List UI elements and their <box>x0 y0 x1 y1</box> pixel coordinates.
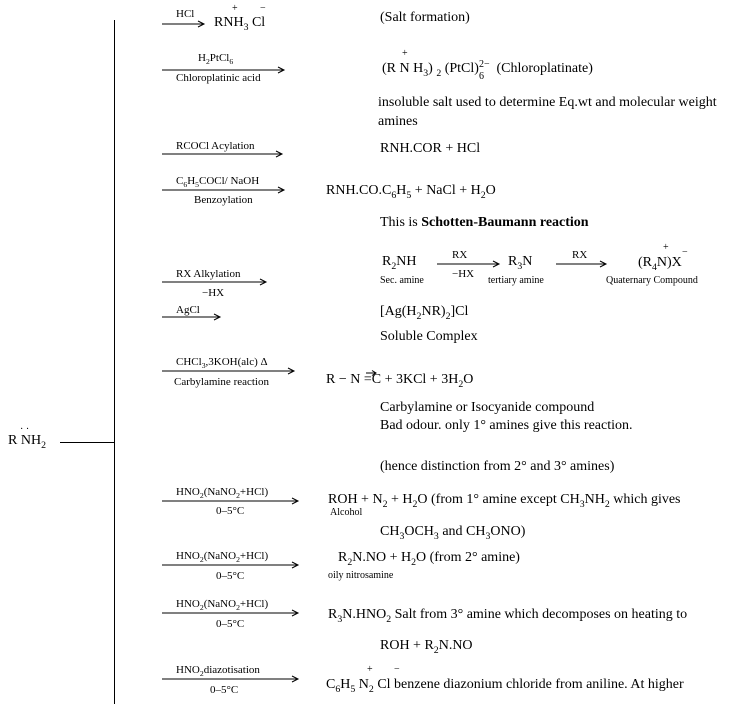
bz-r-a: C <box>176 175 184 187</box>
chloroplatinate-desc1: insoluble salt used to determine Eq.wt and molecular weight <box>378 95 717 110</box>
reactant-formula: R N <box>8 433 31 448</box>
quaternary-label: Quaternary Compound <box>606 275 698 286</box>
n2-r-b: (NaNO <box>203 550 237 562</box>
dz-p1: C <box>326 677 336 692</box>
nitrous3-condition: 0–5°C <box>216 618 245 630</box>
n2-p1: R <box>338 550 348 565</box>
salt-plus: + <box>232 3 238 14</box>
ag-p2: NR) <box>421 304 446 319</box>
alkylation-arrow1-label: RX <box>452 249 468 261</box>
nitrosamine-label: oily nitrosamine <box>328 570 394 581</box>
salt-arrow <box>162 20 207 28</box>
n3-p1: R <box>328 607 338 622</box>
salt-product-text: RNH <box>214 15 244 30</box>
benzoylation-product <box>326 183 496 199</box>
n3-r-c: +HCl) <box>239 598 269 610</box>
reactant-sub: 2 <box>41 439 46 451</box>
n1-l2-c: and CH <box>438 524 486 539</box>
nitrous1-line2 <box>380 524 525 540</box>
quaternary-formula <box>638 242 688 273</box>
n2-p2-s: 2 <box>411 556 416 568</box>
bz-r-s2: 5 <box>195 180 199 190</box>
n2-p2: N.NO + H <box>352 550 412 565</box>
cp-p1-sub: 3 <box>423 67 429 79</box>
branch-trunk-line <box>114 20 115 704</box>
carbylamine-product <box>326 372 473 388</box>
bz-p1-s: 6 <box>391 189 397 201</box>
dz-p2: H <box>340 677 351 692</box>
reactant-amine <box>8 424 46 451</box>
nitrous2-condition: 0–5°C <box>216 570 245 582</box>
cp-p3-sub: 6 <box>478 71 484 82</box>
salt-product-tail: Cl <box>248 15 266 30</box>
alkylation-arrow1 <box>437 260 503 268</box>
n1-p4: NH <box>584 492 605 507</box>
ag-p3: ]Cl <box>450 304 469 319</box>
cb-p2-s: 2 <box>458 378 464 390</box>
reactant-connector-line <box>60 442 115 443</box>
bz-p3-s: 2 <box>480 189 486 201</box>
nitrous1-product <box>328 492 681 508</box>
diazotisation-condition: 0–5°C <box>210 684 239 696</box>
dz-p2-s: 5 <box>350 683 356 695</box>
acylation-reagent: RCOCl Acylation <box>176 140 255 152</box>
n2-r-a: HNO <box>176 550 200 562</box>
alkylation-label: −HX <box>202 287 225 299</box>
n1-p5: which gives <box>609 492 681 507</box>
dz-p3-s: 2 <box>368 683 374 695</box>
n1-r-c: +HCl) <box>239 486 269 498</box>
reactant-h: H <box>30 433 42 448</box>
isocyanide-bond-arrow <box>366 370 378 376</box>
bz-r-b: H <box>187 175 196 187</box>
chloroplatinate-desc2: amines <box>378 114 418 129</box>
bz-p3: + NaCl + H <box>411 183 481 198</box>
bz-r-s1: 6 <box>183 180 188 190</box>
n3-r-s: 2 <box>199 603 204 613</box>
bz-p2-s: 5 <box>406 189 412 201</box>
alk-r3: (R <box>638 255 652 270</box>
cp-p3-sup: 2− <box>478 59 490 70</box>
n2-p1-s: 2 <box>347 556 353 568</box>
benzoylation-desc <box>380 215 589 231</box>
nitrous3-line2 <box>380 638 473 654</box>
cb-p2: =C + 3KCl + 3H <box>363 372 459 387</box>
benzoylation-label: Benzoylation <box>194 194 253 206</box>
diazotisation-arrow <box>162 675 302 683</box>
dz-r-a: HNO <box>176 664 200 676</box>
cp-p1: (R N H <box>382 61 424 76</box>
n3-l2-a: ROH + R <box>380 638 434 653</box>
bz-desc-bold: Schotten-Baumann reaction <box>421 215 589 230</box>
n3-p2: N.HNO <box>342 607 387 622</box>
bz-r-c: COCl/ NaOH <box>198 175 260 187</box>
cp-plus: + <box>402 48 408 59</box>
cp-p3: (PtCl) <box>441 61 479 76</box>
cp-r-b: PtCl <box>209 52 230 64</box>
salt-reagent: HCl <box>176 8 195 20</box>
dz-p4: Cl <box>373 677 391 692</box>
n3-l2-b: N.NO <box>438 638 473 653</box>
agcl-desc: Soluble Complex <box>380 329 478 344</box>
n1-l2-d: ONO) <box>490 524 526 539</box>
bz-desc-pre: This is <box>380 215 422 230</box>
alcohol-label: Alcohol <box>330 507 363 518</box>
chloroplatinate-product <box>382 48 593 82</box>
bz-p4: O <box>485 183 496 198</box>
n3-p1-s: 3 <box>337 613 343 625</box>
nitrous3-arrow <box>162 609 302 617</box>
salt-product-sub: 3 <box>243 21 249 33</box>
agcl-arrow <box>162 313 224 321</box>
carbylamine-arrow <box>162 367 298 375</box>
salt-product <box>214 3 266 33</box>
ag-p1: [Ag(H <box>380 304 417 319</box>
cp-r-s1: 2 <box>205 57 210 67</box>
n1-p1-s: 2 <box>382 498 388 510</box>
chloroplatinic-label: Chloroplatinic acid <box>176 72 261 84</box>
n3-r-a: HNO <box>176 598 200 610</box>
cb-r-b: ,3KOH(alc) Δ <box>205 356 268 368</box>
n1-p3: O (from 1° amine except CH <box>417 492 580 507</box>
nitrous2-product <box>338 550 520 566</box>
cp-p2: ) <box>428 61 437 76</box>
n1-p2-s: 2 <box>412 498 418 510</box>
dz-r-s: 2 <box>199 669 204 679</box>
ag-p1-s: 2 <box>416 310 422 322</box>
n3-p3: Salt from 3° amine which decomposes on heating to <box>391 607 688 622</box>
n2-r-c: +HCl) <box>239 550 269 562</box>
sec-amine-label: Sec. amine <box>380 275 424 286</box>
cb-r-a: CHCl <box>176 356 202 368</box>
nitrous1-condition: 0–5°C <box>216 505 245 517</box>
ag-p2-s: 2 <box>445 310 451 322</box>
salt-minus: − <box>260 3 266 14</box>
alk-r2-t: N <box>522 254 533 269</box>
alk-r3-s: 4 <box>652 261 657 273</box>
alkylation-arrow2-label: RX <box>572 249 588 261</box>
acylation-arrow <box>162 150 286 158</box>
reactant-dots: · · <box>20 424 30 435</box>
n3-p2-s: 2 <box>386 613 392 625</box>
diazotisation-product <box>326 664 684 695</box>
chloroplatinic-reagent <box>198 52 234 67</box>
dz-p1-s: 6 <box>335 683 341 695</box>
cb-p3: O <box>463 372 474 387</box>
n2-p3: O (from 2° amine) <box>416 550 520 565</box>
n1-r-b: (NaNO <box>203 486 237 498</box>
n1-l2-s1: 3 <box>399 530 405 542</box>
n1-p1: ROH + N <box>328 492 383 507</box>
carbylamine-desc3: (hence distinction from 2° and 3° amines) <box>380 459 615 474</box>
n3-r-b: (NaNO <box>203 598 237 610</box>
dz-r-b: diazotisation <box>203 664 260 676</box>
n1-p3-s: 3 <box>579 498 585 510</box>
acylation-product: RNH.COR + HCl <box>380 141 481 156</box>
n1-p2: + H <box>387 492 413 507</box>
agcl-product <box>380 304 468 320</box>
n3-l2-s: 2 <box>433 644 439 656</box>
alkylation-arrow <box>162 278 270 286</box>
dz-p5: benzene diazonium chloride from aniline. At higher <box>390 677 684 692</box>
dz-p3: N <box>355 677 369 692</box>
alk-r2: R <box>508 254 518 269</box>
cb-p1: R − N <box>326 372 364 387</box>
cp-r-s2: 6 <box>229 57 234 67</box>
alkylation-arrow1-below: −HX <box>452 268 475 280</box>
bz-p2: H <box>396 183 407 198</box>
cp-r-a: H <box>198 52 206 64</box>
sec-amine-formula <box>382 254 416 270</box>
n1-p4-s: 2 <box>604 498 610 510</box>
n1-l2-s3: 3 <box>485 530 491 542</box>
n1-l2-s2: 3 <box>433 530 439 542</box>
alkylation-reagent: RX Alkylation <box>176 268 241 280</box>
n2-r-s: 2 <box>199 555 204 565</box>
quat-minus: − <box>682 247 688 258</box>
cp-p4: (Chloroplatinate) <box>492 61 593 76</box>
alk-r3-t: N)X <box>656 255 682 270</box>
alk-r2-s: 3 <box>517 260 523 272</box>
agcl-reagent: AgCl <box>176 304 200 316</box>
n1-r-s: 2 <box>199 491 204 501</box>
nitrous1-arrow <box>162 497 302 505</box>
nitrous2-arrow <box>162 561 302 569</box>
bz-p1: RNH.CO.C <box>326 183 392 198</box>
carbylamine-desc1: Carbylamine or Isocyanide compound <box>380 400 595 415</box>
n2-r-s2: 2 <box>236 555 240 565</box>
quat-plus: + <box>663 242 669 253</box>
tertiary-amine-label: tertiary amine <box>488 275 544 286</box>
nitrous3-product <box>328 607 687 623</box>
cb-r-s: 3 <box>201 361 206 371</box>
dz-minus: − <box>394 664 400 675</box>
n3-r-s2: 2 <box>236 603 240 613</box>
alk-r1: R <box>382 254 392 269</box>
alk-r1-t: NH <box>396 254 417 269</box>
n1-l2-a: CH <box>380 524 400 539</box>
n1-l2-b: OCH <box>404 524 434 539</box>
cp-p2-sub: 2 <box>436 67 442 79</box>
benzoylation-arrow <box>162 186 288 194</box>
alkylation-arrow2 <box>556 260 610 268</box>
salt-note: (Salt formation) <box>380 10 470 25</box>
carbylamine-label: Carbylamine reaction <box>174 376 269 388</box>
n1-r-a: HNO <box>176 486 200 498</box>
dz-plus: + <box>367 664 373 675</box>
carbylamine-desc2: Bad odour. only 1° amines give this reaction. <box>380 418 633 433</box>
n1-r-s2: 2 <box>236 491 240 501</box>
tertiary-amine-formula <box>508 254 532 270</box>
alk-r1-s: 2 <box>391 260 397 272</box>
